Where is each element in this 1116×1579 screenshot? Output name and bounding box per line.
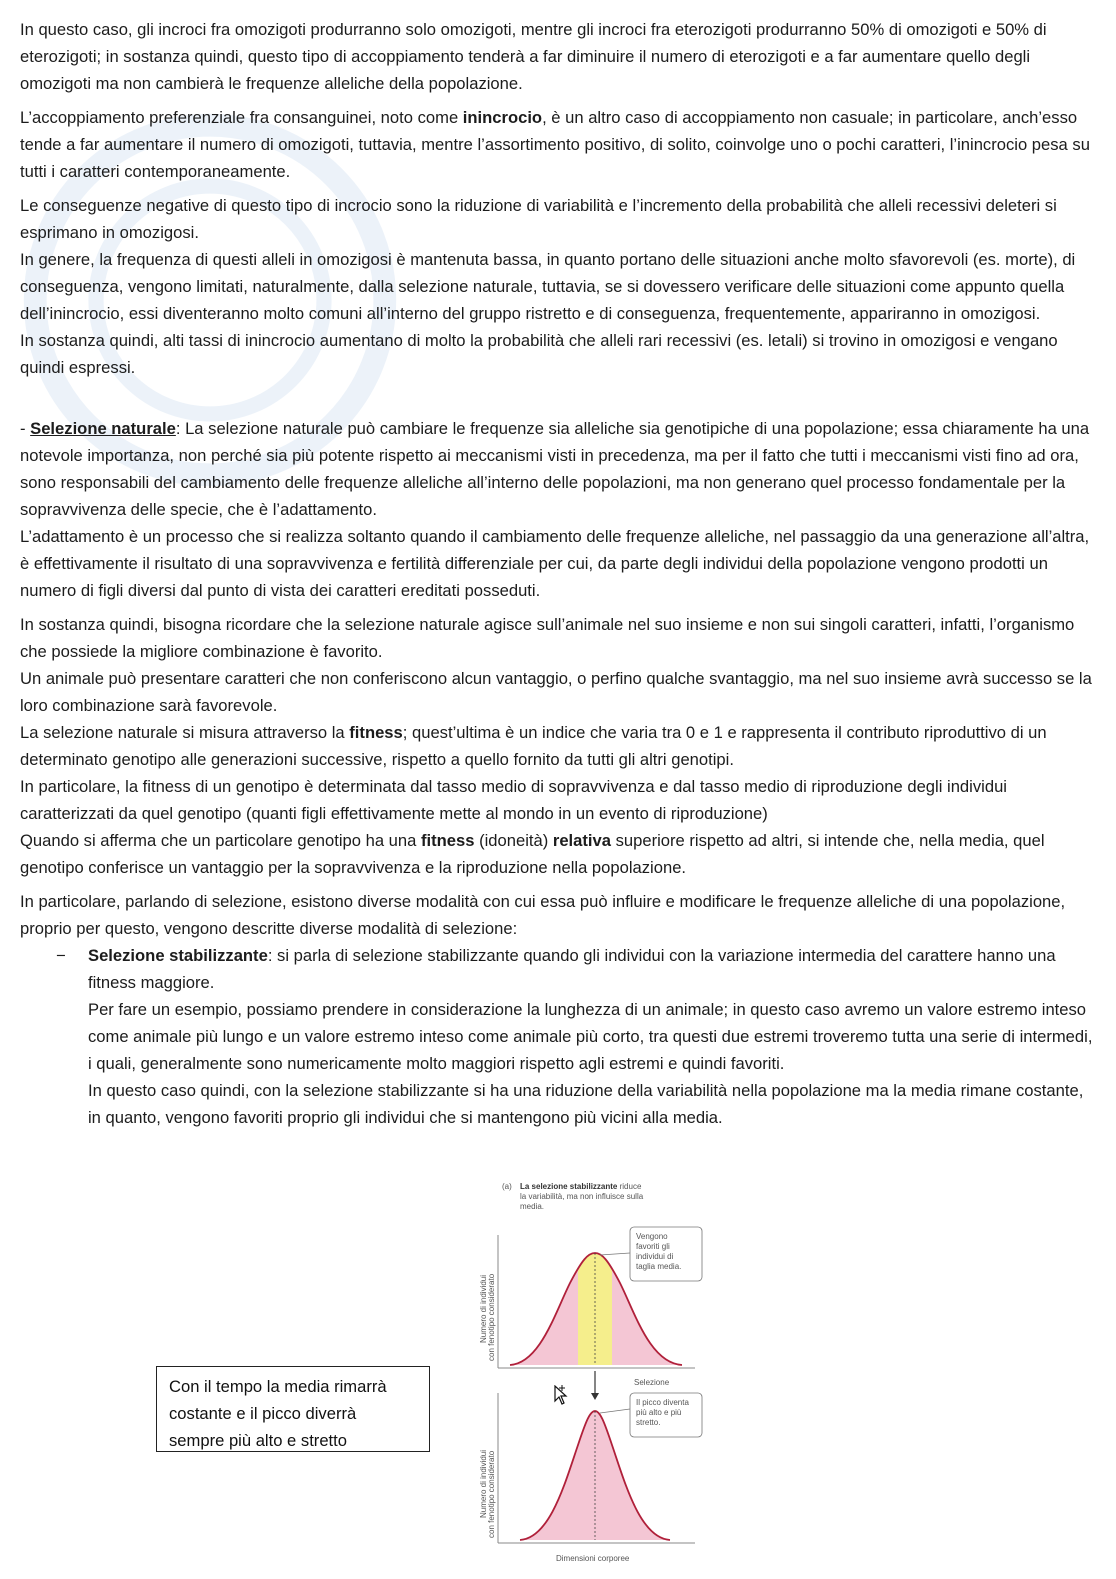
top-callout-pointer: [600, 1253, 630, 1255]
list-subparagraph: In questo caso quindi, con la selezione stabilizzante si ha una riduzione della variabilità nella popolazione ma la media rimane costante, in quanto, vengono favoriti proprio gli individui che si mantengono più vicini alla media.: [88, 1081, 1084, 1127]
note-text-box: [156, 1366, 430, 1452]
list-dash: −: [56, 946, 66, 965]
caption-line3: media.: [520, 1202, 545, 1211]
note-line: sempre più alto e stretto: [169, 1431, 348, 1450]
paragraph: [20, 719, 1094, 773]
list-item: [20, 942, 1094, 996]
note-line: Con il tempo la media rimarrà: [169, 1377, 387, 1396]
callout-top-line: individui di: [636, 1252, 674, 1261]
section-heading: Selezione naturale: [30, 419, 176, 438]
paragraph: In genere, la frequenza di questi alleli in omozigosi è mantenuta bassa, in quanto portano delle situazioni anche molto sfavorevoli (es. morte), di conseguenza, vengono limitati, naturalmente, dalla selezione naturale, tuttavia, se si dovessero verificare delle situazioni come appunto quella dell’inincrocio, essi diventeranno molto comuni all’interno del gruppo ristretto e di conseguenza, frequentemente, appariranno in omozigosi.: [20, 250, 1076, 323]
paragraph: Le conseguenze negative di questo tipo di incrocio sono la riduzione di variabilità e l’incremento della probabilità che alleli recessivi deleteri si esprimano in omozigosi.: [20, 196, 1057, 242]
top-y-label-1: Numero di individui: [479, 1274, 488, 1343]
bottom-y-label-1: Numero di individui: [479, 1449, 488, 1518]
panel-label: (a): [502, 1183, 512, 1191]
paragraph: In questo caso, gli incroci fra omozigoti produrranno solo omozigoti, mentre gli incroci fra eterozigoti produrranno 50% di omozigoti e 50% di eterozigoti; in sostanza quindi, questo tipo di accoppiamento tenderà a far diminuire il numero di eterozigoti e a far aumentare quello degli omozigoti ma non cambierà le frequenze alleliche della popolazione.: [20, 20, 1047, 93]
callout-top-line: Vengono: [636, 1232, 668, 1241]
bold-term: fitness: [420, 831, 475, 850]
text: : La selezione naturale può cambiare le frequenze sia alleliche sia genotipiche di una popolazione; essa chiaramente ha una notevole importanza, non perché sia più potente rispetto ai meccanismi visti in precedenza, ma per il fatto che tutti i meccanismi visti fino ad ora, sono responsabili del cambiamento delle frequenze alleliche all’interno delle popolazioni, ma non generano quel processo fondamentale per la sopravvivenza delle specie, che è l’adattamento.: [20, 419, 1090, 519]
arrow-head-icon: [591, 1393, 599, 1400]
list-subparagraph: Per fare un esempio, possiamo prendere in considerazione la lunghezza di un animale; in questo caso avremo un valore estremo inteso come animale più lungo e un valore estremo inteso come animale più corto, tra questi due estremi troveremo tutta una serie di intermedi, i quali, generalmente sono numericamente molto maggiori rispetto agli estremi e quindi favoriti.: [88, 1000, 1093, 1073]
text: L’accoppiamento preferenziale fra consanguinei, noto come: [20, 108, 463, 127]
bottom-y-label-2: con fenotipo considerato: [487, 1450, 496, 1538]
text: Quando si afferma che un particolare genotipo ha una: [20, 831, 421, 850]
paragraph: [20, 415, 1094, 523]
paragraph: [20, 104, 1094, 185]
caption-line2: la variabilità, ma non influisce sulla: [520, 1192, 644, 1201]
stabilizing-selection-figure: [470, 1183, 720, 1573]
text: : si parla di selezione stabilizzante quando gli individui con la variazione intermedia del carattere hanno una fitness maggiore.: [88, 946, 1056, 992]
callout-bottom-line: più alto e più: [636, 1408, 682, 1417]
note-line: costante e il picco diverrà: [169, 1404, 357, 1423]
callout-bottom-line: stretto.: [636, 1418, 661, 1427]
text: -: [20, 419, 31, 438]
paragraph: [20, 827, 1094, 881]
x-axis-label: Dimensioni corporee: [556, 1554, 630, 1563]
callout-top-line: favoriti gli: [636, 1242, 670, 1251]
callout-top-line: taglia media.: [636, 1262, 682, 1271]
paragraph: L’adattamento è un processo che si realizza soltanto quando il cambiamento delle frequenze alleliche, nel passaggio da una generazione all’altra, è effettivamente il risultato di una sopravvivenza e fertilità differenziale per cui, da parte degli individui della popolazione vengono prodotti un numero di figli diversi dal punto di vista dei caratteri ereditati posseduti.: [20, 527, 1090, 600]
paragraph: In particolare, parlando di selezione, esistono diverse modalità con cui essa può influire e modificare le frequenze alleliche di una popolazione, proprio per questo, vengono descritte diverse modalità di selezione:: [20, 892, 1066, 938]
text: superiore rispetto ad altri, si intende che, nella media, quel genotipo conferisce un vantaggio per la sopravvivenza e la riproduzione nella popolazione.: [20, 831, 1045, 877]
caption-line1: La selezione stabilizzante riduce: [520, 1183, 642, 1191]
arrow-label: Selezione: [634, 1378, 670, 1387]
paragraph: Un animale può presentare caratteri che non conferiscono alcun vantaggio, o perfino qualche svantaggio, ma nel suo insieme avrà successo se la loro combinazione sarà favorevole.: [20, 669, 1092, 715]
callout-bottom-line: Il picco diventa: [636, 1398, 689, 1407]
move-cursor-icon: [553, 1385, 571, 1407]
text: ; quest’ultima è un indice che varia tra 0 e 1 e rappresenta il contributo riproduttivo di un determinato genotipo alle generazioni successive, rispetto a quello fornito da tutti gli altri genotipi.: [20, 723, 1047, 769]
text: (idoneità): [474, 831, 553, 850]
top-y-label-2: con fenotipo considerato: [487, 1273, 496, 1361]
document-body: [20, 16, 1094, 1131]
text: La selezione naturale si misura attraverso la: [20, 723, 350, 742]
figure-drawing: [470, 1183, 720, 1573]
paragraph: In sostanza quindi, alti tassi di inincrocio aumentano di molto la probabilità che alleli rari recessivi (es. letali) si trovino in omozigosi e vengano quindi espressi.: [20, 331, 1058, 377]
bold-term: inincrocio: [462, 108, 543, 127]
paragraph: In sostanza quindi, bisogna ricordare che la selezione naturale agisce sull’animale nel suo insieme e non sui singoli caratteri, infatti, l’organismo che possiede la migliore combinazione è favorito.: [20, 615, 1075, 661]
bold-term: Selezione stabilizzante: [88, 946, 268, 965]
text: , è un altro caso di accoppiamento non casuale; in particolare, anch’esso tende a far aumentare il numero di omozigoti, tuttavia, mentre l’assortimento positivo, di solito, coinvolge uno o pochi caratteri, l’inincrocio pesa su tutti i caratteri contemporaneamente.: [20, 108, 1090, 181]
paragraph: In particolare, la fitness di un genotipo è determinata dal tasso medio di sopravvivenza e dal tasso medio di riproduzione degli individui caratterizzati da quel genotipo (quanti figli effettivamente mette al mondo in un evento di riproduzione): [20, 777, 1007, 823]
bold-term: relativa: [552, 831, 611, 850]
bottom-callout-pointer: [600, 1409, 630, 1413]
bold-term: fitness: [349, 723, 403, 742]
